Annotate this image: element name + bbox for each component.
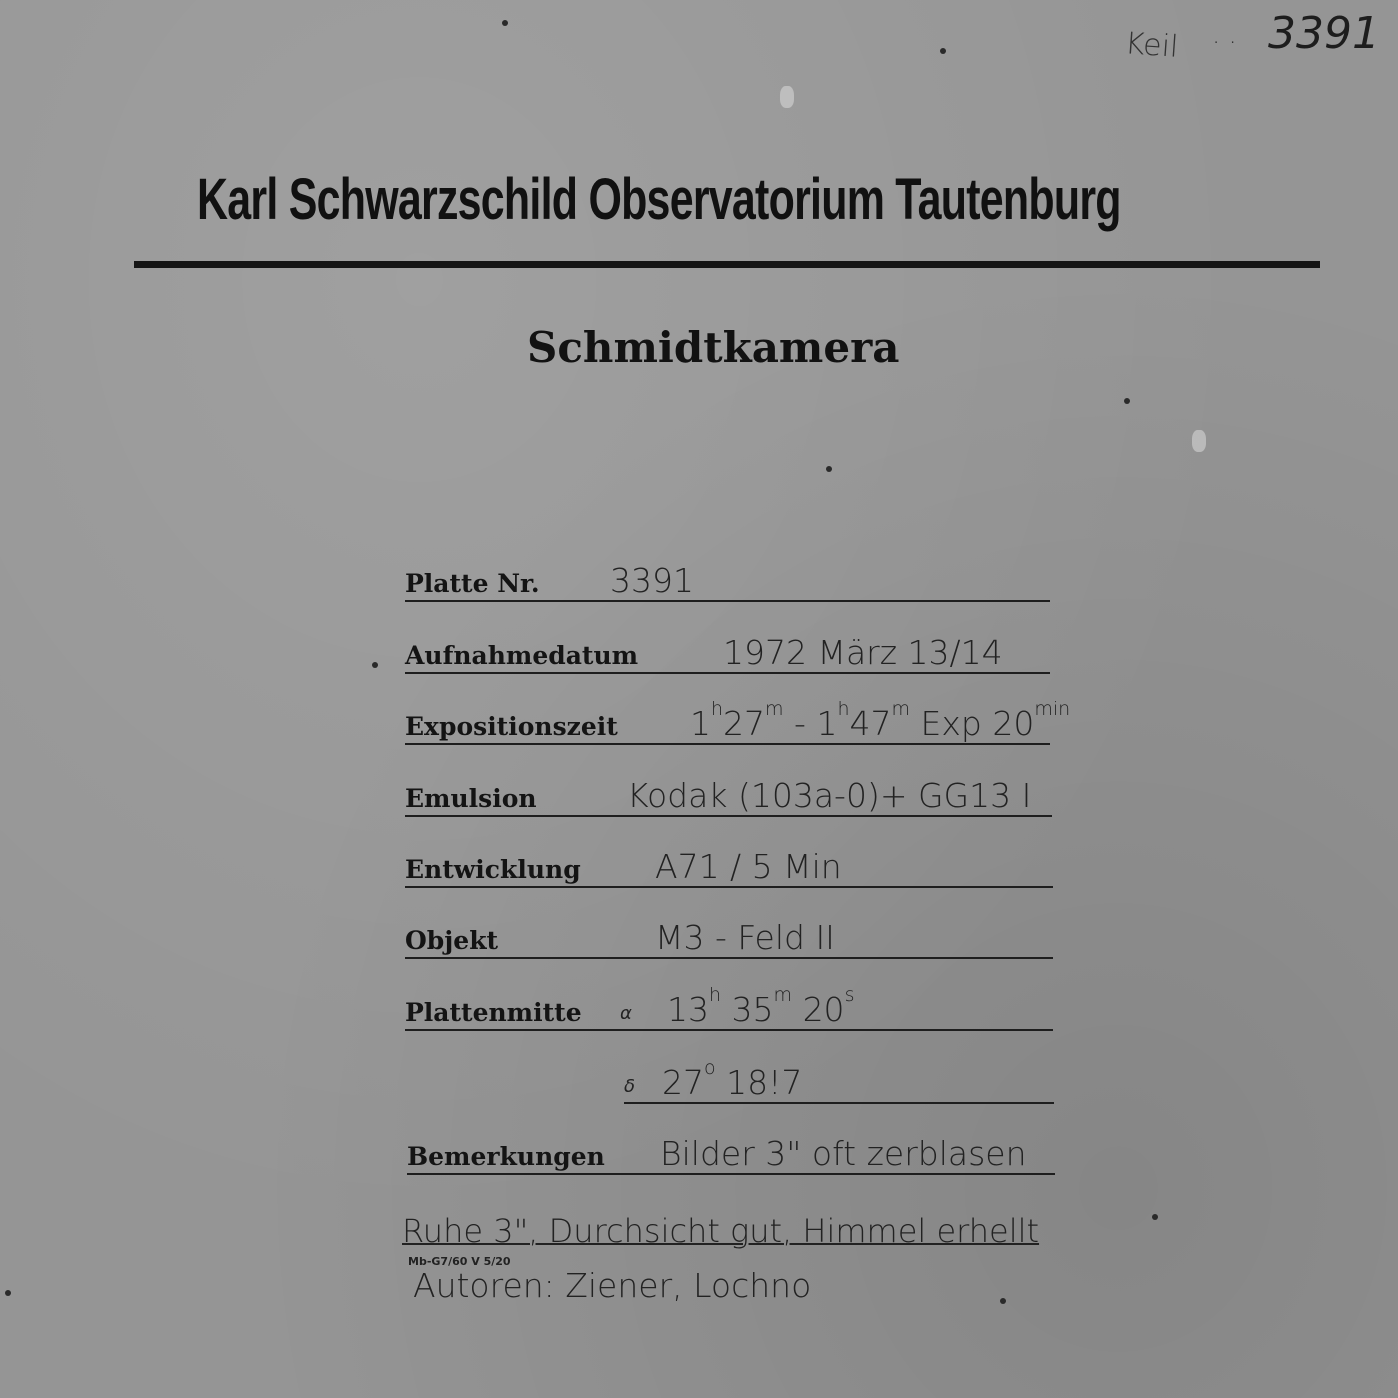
field-entwicklung (405, 845, 1053, 888)
exp-sup: min (1034, 698, 1071, 720)
dec-minutes: 18!7 (726, 1063, 803, 1102)
field-declination (624, 1057, 1054, 1104)
field-value-objekt: M3 - Feld II (655, 918, 835, 957)
field-label-emulsion: Emulsion (405, 784, 537, 813)
paper-speck (1124, 398, 1130, 404)
corner-dots: · · (1212, 28, 1237, 58)
field-platte (405, 560, 1050, 602)
exp-sup: m (891, 698, 911, 720)
paper-speck (940, 48, 946, 54)
field-label-exposition: Expositionszeit (405, 712, 618, 741)
exp-start-minute: 27 (723, 704, 766, 743)
instrument-subtitle: Schmidtkamera (527, 323, 900, 372)
ra-sup: h (709, 984, 722, 1006)
field-rule (405, 957, 1053, 959)
field-plattenmitte (405, 985, 1053, 1031)
field-label-bemerkungen: Bemerkungen (407, 1142, 605, 1171)
field-rule (405, 600, 1050, 602)
field-rule (405, 1029, 1053, 1031)
exp-duration: Exp 20 (910, 704, 1035, 743)
field-label-entwicklung: Entwicklung (405, 855, 581, 884)
field-emulsion (405, 775, 1052, 817)
paper-blemish (780, 86, 794, 108)
field-rule (407, 1173, 1055, 1175)
field-rule (624, 1102, 1054, 1104)
field-value-entwicklung: A71 / 5 Min (655, 847, 842, 886)
field-rule (405, 672, 1050, 674)
paper-blemish (1192, 430, 1206, 452)
corner-handwritten-name: Keil (1123, 26, 1180, 65)
paper-speck (1000, 1298, 1006, 1304)
exp-sup: m (765, 698, 784, 720)
authors-line: Autoren: Ziener, Lochno (413, 1266, 812, 1305)
exp-sup: h (711, 698, 724, 720)
ra-seconds: 20 (802, 990, 845, 1029)
observatory-title: Karl Schwarzschild Observatorium Tautenburg (197, 167, 1121, 232)
field-label-datum: Aufnahmedatum (405, 641, 639, 670)
header-rule (134, 261, 1320, 268)
field-exposition (405, 698, 1071, 745)
field-objekt (405, 915, 1053, 959)
ra-minutes: 35 (731, 990, 774, 1029)
paper-speck (372, 662, 378, 668)
field-rule (405, 743, 1050, 745)
field-value-exposition (690, 698, 1070, 743)
exp-start-hour: 1 (690, 704, 711, 743)
dec-sup: o (704, 1057, 716, 1079)
field-label-objekt: Objekt (405, 926, 499, 955)
field-rule (405, 815, 1052, 817)
field-value-emulsion: Kodak (103a-0)+ GG13 I (627, 776, 1032, 815)
field-bemerkungen (407, 1130, 1055, 1175)
ra-symbol: α (620, 1003, 632, 1024)
paper-speck (5, 1290, 11, 1296)
ra-hours: 13 (667, 990, 709, 1029)
exp-sup: h (837, 698, 850, 720)
dec-symbol: δ (624, 1076, 636, 1097)
ra-sup: m (773, 984, 793, 1006)
field-value-dec (662, 1057, 802, 1102)
field-value-platte: 3391 (610, 561, 694, 600)
paper-speck (826, 466, 832, 472)
paper-speck (502, 20, 508, 26)
field-value-ra (667, 984, 854, 1029)
paper-speck (1152, 1214, 1158, 1220)
remark-seeing-line: Ruhe 3", Durchsicht gut, Himmel erhellt (402, 1212, 1040, 1250)
field-rule (405, 886, 1053, 888)
exp-end-hour: - 1 (783, 704, 838, 743)
ra-sup: s (844, 984, 855, 1006)
form-code: Mb-G7/60 V 5/20 (408, 1255, 511, 1268)
exp-end-minute: 47 (849, 704, 892, 743)
field-label-platte: Platte Nr. (405, 569, 540, 598)
field-value-bemerkungen: Bilder 3" oft zerblasen (660, 1134, 1027, 1173)
corner-plate-number: 3391 (1268, 8, 1380, 59)
field-value-datum: 1972 März 13/14 (723, 633, 1003, 672)
field-label-plattenmitte: Plattenmitte (405, 998, 582, 1027)
dec-degrees: 27 (662, 1063, 704, 1102)
field-datum (405, 630, 1050, 674)
